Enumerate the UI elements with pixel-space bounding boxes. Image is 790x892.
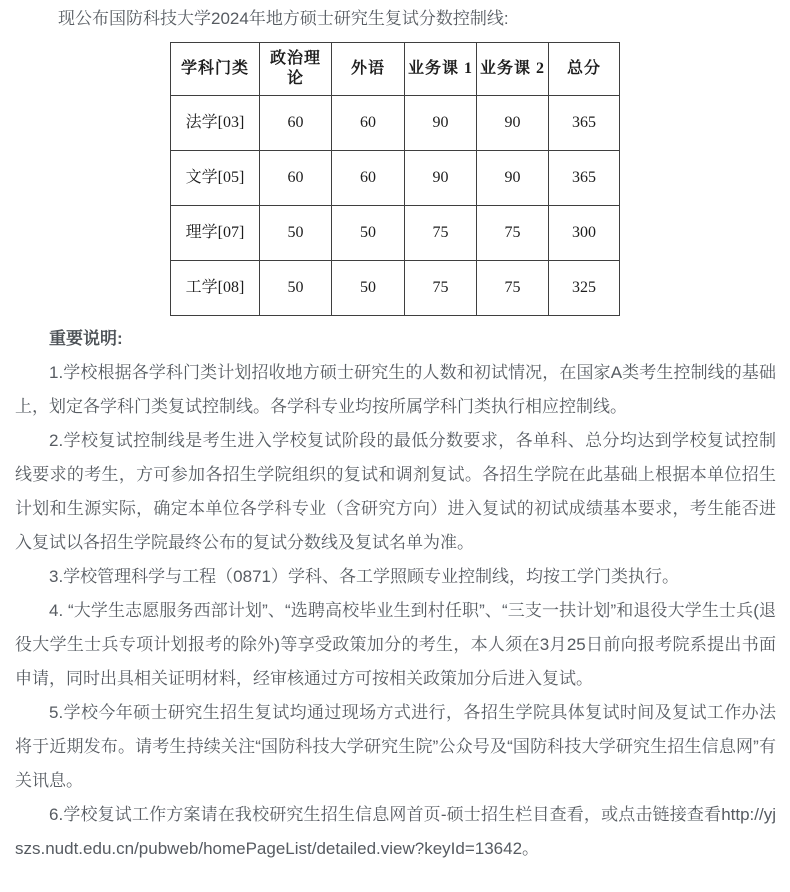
note-paragraph-6-period: 。 <box>522 839 540 858</box>
score-cell: 60 <box>260 151 332 206</box>
header-cell-total: 总分 <box>549 43 620 96</box>
review-plan-url-link[interactable]: http://yjszs.nudt.edu.cn/pubweb/homePageList/detailed.view?keyId=13642 <box>15 805 776 858</box>
table-row <box>171 206 620 261</box>
score-cell: 60 <box>332 96 405 151</box>
category-cell: 工学[08] <box>171 261 260 316</box>
score-cell: 50 <box>260 206 332 261</box>
score-cell: 90 <box>405 151 477 206</box>
score-cell: 75 <box>477 261 549 316</box>
header-cell-subject1: 业务课 1 <box>405 43 477 96</box>
score-cell: 90 <box>405 96 477 151</box>
note-paragraph-3: 3.学校管理科学与工程（0871）学科、各工学照顾专业控制线，均按工学门类执行。 <box>49 567 679 586</box>
score-cell: 60 <box>260 96 332 151</box>
table-header-row <box>171 43 620 96</box>
intro-text: 现公布国防科技大学2024年地方硕士研究生复试分数控制线: <box>58 9 509 28</box>
note-paragraph-6 <box>15 798 776 866</box>
score-cell: 50 <box>260 261 332 316</box>
table-row <box>171 151 620 206</box>
header-cell-foreign-language: 外语 <box>332 43 405 96</box>
header-cell-politics: 政治理论 <box>260 43 332 96</box>
score-cell: 325 <box>549 261 620 316</box>
score-cell: 90 <box>477 96 549 151</box>
category-cell: 法学[03] <box>171 96 260 151</box>
header-cell-category: 学科门类 <box>171 43 260 96</box>
score-cell: 50 <box>332 206 405 261</box>
note-paragraph-2: 2.学校复试控制线是考生进入学校复试阶段的最低分数要求，各单科、总分均达到学校复试控制线要求的考生，方可参加各招生学院组织的复试和调剂复试。各招生学院在此基础上根据本单位招生计划和生源实际，确定本单位各学科专业（含研究方向）进入复试的初试成绩基本要求，考生能否进入复试以各招生学院最终公布的复试分数线及复试名单为准。 <box>15 431 776 552</box>
score-cell: 75 <box>405 206 477 261</box>
table-row <box>171 261 620 316</box>
table-row <box>171 96 620 151</box>
notes-heading: 重要说明: <box>49 329 123 348</box>
score-cell: 365 <box>549 151 620 206</box>
note-paragraph-4: 4. “大学生志愿服务西部计划”、“选聘高校毕业生到村任职”、“三支一扶计划”和退役大学生士兵(退役大学生士兵专项计划报考的除外)等享受政策加分的考生，本人须在3月25日前向报考院系提出书面申请，同时出具相关证明材料，经审核通过方可按相关政策加分后进入复试。 <box>15 601 776 688</box>
note-paragraph-5: 5.学校今年硕士研究生招生复试均通过现场方式进行，各招生学院具体复试时间及复试工作办法将于近期发布。请考生持续关注“国防科技大学研究生院”公众号及“国防科技大学研究生招生信息网”有关讯息。 <box>15 703 776 790</box>
score-control-table <box>170 42 620 316</box>
score-cell: 60 <box>332 151 405 206</box>
score-cell: 300 <box>549 206 620 261</box>
score-cell: 50 <box>332 261 405 316</box>
category-cell: 理学[07] <box>171 206 260 261</box>
score-cell: 75 <box>405 261 477 316</box>
header-cell-subject2: 业务课 2 <box>477 43 549 96</box>
category-cell: 文学[05] <box>171 151 260 206</box>
note-paragraph-6-text: 6.学校复试工作方案请在我校研究生招生信息网首页-硕士招生栏目查看，或点击链接查看 <box>49 805 722 824</box>
score-cell: 365 <box>549 96 620 151</box>
score-cell: 90 <box>477 151 549 206</box>
note-paragraph-1: 1.学校根据各学科门类计划招收地方硕士研究生的人数和初试情况，在国家A类考生控制线的基础上，划定各学科门类复试控制线。各学科专业均按所属学科门类执行相应控制线。 <box>15 363 776 416</box>
score-cell: 75 <box>477 206 549 261</box>
